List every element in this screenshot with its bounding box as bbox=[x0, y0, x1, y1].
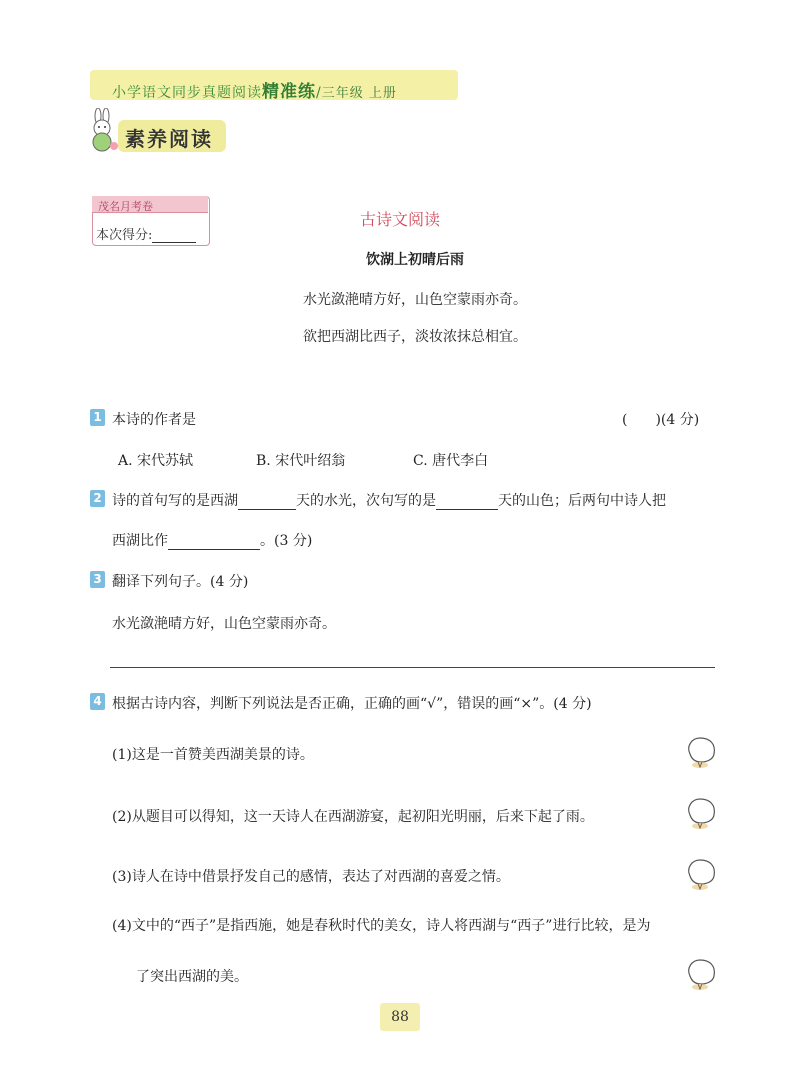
question-2-part-3: 天的山色；后两句中诗人把 bbox=[498, 493, 666, 509]
question-1-answer-bracket[interactable]: ( )(4 分) bbox=[622, 412, 700, 428]
question-2-line-2 bbox=[112, 530, 312, 550]
judgement-item-1: (1)这是一首赞美西湖美景的诗。 bbox=[112, 747, 314, 763]
question-number-2: 2 bbox=[90, 490, 105, 507]
grade-label: 三年级 上册 bbox=[321, 86, 397, 101]
score-blank[interactable] bbox=[152, 230, 196, 243]
slash-divider: / bbox=[316, 85, 322, 101]
question-number-1: 1 bbox=[90, 409, 105, 426]
question-1-text: 本诗的作者是 bbox=[112, 412, 196, 428]
poem-line-2: 欲把西湖比西子，淡妆浓抹总相宜。 bbox=[303, 329, 527, 345]
series-title bbox=[112, 77, 397, 102]
section-title: 素养阅读 bbox=[125, 127, 213, 151]
poem-title: 饮湖上初晴后雨 bbox=[366, 252, 464, 268]
question-2-part-1: 诗的首句写的是西湖 bbox=[112, 493, 238, 509]
answer-cloud-icon[interactable] bbox=[684, 732, 718, 772]
poem-line-1: 水光潋滟晴方好，山色空蒙雨亦奇。 bbox=[303, 292, 527, 308]
question-1-option-a: A. 宋代苏轼 bbox=[118, 453, 194, 469]
question-2-part-4: 西湖比作 bbox=[112, 533, 168, 549]
question-2-blank-2[interactable] bbox=[436, 495, 498, 510]
question-number-3: 3 bbox=[90, 571, 105, 588]
question-2-part-5: 。(3 分) bbox=[260, 533, 313, 549]
question-2-blank-3[interactable] bbox=[168, 535, 260, 550]
answer-cloud-icon[interactable] bbox=[684, 854, 718, 894]
judgement-item-2: (2)从题目可以得知，这一天诗人在西湖游宴，起初阳光明丽，后来下起了雨。 bbox=[112, 809, 594, 825]
series-emphasis: 精准练 bbox=[262, 82, 316, 102]
score-label-text: 本次得分: bbox=[96, 228, 153, 243]
answer-cloud-icon[interactable] bbox=[684, 954, 718, 994]
poem-section-heading: 古诗文阅读 bbox=[359, 210, 440, 229]
question-2-blank-1[interactable] bbox=[238, 495, 296, 510]
answer-cloud-icon[interactable] bbox=[684, 793, 718, 833]
judgement-item-4: (4)文中的“西子”是指西施，她是春秋时代的美女，诗人将西湖与“西子”进行比较，是为 bbox=[112, 918, 651, 934]
judgement-item-3: (3)诗人在诗中借景抒发自己的感情，表达了对西湖的喜爱之情。 bbox=[112, 869, 510, 885]
page-number: 88 bbox=[380, 1003, 420, 1031]
question-1-option-c: C. 唐代李白 bbox=[413, 453, 489, 469]
question-2-line-1 bbox=[112, 490, 666, 510]
question-2-part-2: 天的水光，次句写的是 bbox=[296, 493, 436, 509]
question-3-answer-line[interactable] bbox=[110, 667, 715, 668]
question-number-4: 4 bbox=[90, 693, 105, 710]
exam-source-tag: 茂名月考卷 bbox=[98, 200, 153, 213]
question-3-text: 翻译下列句子。(4 分) bbox=[112, 574, 249, 590]
question-3-sentence: 水光潋滟晴方好，山色空蒙雨亦奇。 bbox=[112, 616, 336, 632]
question-4-text: 根据古诗内容，判断下列说法是否正确，正确的画“√”，错误的画“×”。(4 分) bbox=[112, 696, 592, 712]
question-1-option-b: B. 宋代叶绍翁 bbox=[256, 453, 346, 469]
judgement-item-4-cont: 了突出西湖的美。 bbox=[136, 969, 248, 985]
series-prefix: 小学语文同步真题阅读 bbox=[112, 85, 262, 101]
